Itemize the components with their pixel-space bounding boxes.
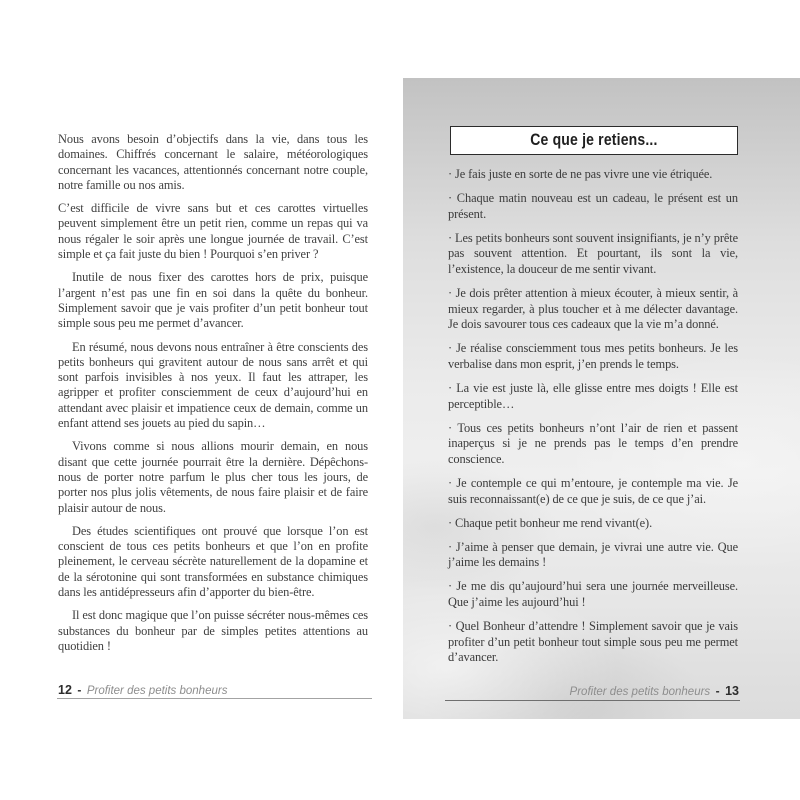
summary-panel: [403, 78, 800, 719]
bullet-list: [448, 167, 738, 674]
section-title-box: [450, 126, 738, 155]
bullet-item: · La vie est juste là, elle glisse entre mes doigts ! Elle est perceptible…: [448, 381, 738, 411]
bullet-item: · Je contemple ce qui m’entoure, je contemple ma vie. Je suis reconnaissant(e) de ce que je suis, de ce que j’ai.: [448, 476, 738, 506]
footer-separator: -: [77, 683, 82, 697]
bullet-item: · Chaque matin nouveau est un cadeau, le présent est un présent.: [448, 191, 738, 221]
section-title: Ce que je retiens...: [530, 131, 658, 149]
bullet-item: · Je me dis qu’aujourd’hui sera une journée merveilleuse. Que j’aime les aujourd’hui !: [448, 579, 738, 610]
paragraph: Inutile de nous fixer des carottes hors de prix, puisque l’argent n’est pas une fin en soi dans la quête du bonheur. Simplement savoir que je vais profiter d’un petit bonheur tout simple sous peu me permet d’avancer.: [58, 270, 368, 331]
bullet-item: · Quel Bonheur d’attendre ! Simplement savoir que je vais profiter d’un petit bonheur tout simple sous peu me permet d’avancer.: [448, 619, 738, 665]
bullet-item: · Les petits bonheurs sont souvent insignifiants, je n’y prête pas souvent attention. Et pourtant, ils sont la vie, l’existence, la douceur de me sentir vivant.: [448, 230, 738, 276]
page-number: 12: [58, 683, 72, 697]
bullet-item: · Je réalise consciemment tous mes petits bonheurs. Je les verbalise dans mon esprit, j’en prends le temps.: [448, 341, 738, 371]
paragraph: Nous avons besoin d’objectifs dans la vie, dans tous les domaines. Chiffrés concernant le salaire, météorologiques concernant les vacances, attentionnés concernant notre couple, notre famille ou nos amis.: [58, 132, 368, 192]
footer-rule: [445, 700, 740, 701]
left-page-footer: [58, 681, 374, 699]
paragraph: C’est difficile de vivre sans but et ces carottes virtuelles peuvent simplement être un petit rien, comme un repas qui va nous régaler le soir après une longue journée de travail. C’est simple et ça fait juste du bien ! Pourquoi s’en priver ?: [58, 201, 368, 262]
paragraph: Des études scientifiques ont prouvé que lorsque l’on est conscient de tous ces petits bonheurs et que l’on en profite pleinement, le cerveau sécrète naturellement de la dopamine et de la sérotonine qui sont transformées en substance chimiques dans les antidépresseurs afin d’apporter du bien-être.: [58, 523, 368, 600]
bullet-item: · Tous ces petits bonheurs n’ont l’air de rien et passent inaperçus si je ne prends pas le temps d’en prendre conscience.: [448, 420, 738, 466]
bullet-item: · Chaque petit bonheur me rend vivant(e).: [448, 515, 653, 530]
paragraph: En résumé, nous devons nous entraîner à être conscients des petits bonheurs qui gravitent autour de nous sans arrêt et qui sont parfois invisibles à nos yeux. Il faut les attraper, les agripper et profiter consciemment de ceux d’aujourd’hui en attendant avec plaisir et impatience ceux de demain, comme un enfant attend ses jouets au pied du sapin…: [58, 339, 368, 431]
footer-rule: [57, 698, 372, 699]
footer-separator: -: [715, 684, 720, 698]
left-text-column: [58, 132, 368, 662]
bullet-item: · Je fais juste en sorte de ne pas vivre une vie étriquée.: [448, 167, 713, 181]
bullet-item: · Je dois prêter attention à mieux écouter, à mieux sentir, à mieux regarder, à plus toucher et à me délecter davantage. Je dois savourer tous ces cadeaux que la vie m’a donné.: [448, 286, 738, 332]
right-page-footer: [403, 682, 800, 700]
running-title: Profiter des petits bonheurs: [86, 685, 228, 697]
paragraph: Il est donc magique que l’on puisse sécréter nous-mêmes ces substances du bonheur par de simples petites attentions au quotidien !: [58, 608, 368, 653]
page-number: 13: [725, 684, 739, 698]
running-title: Profiter des petits bonheurs: [569, 686, 711, 698]
bullet-item: · J’aime à penser que demain, je vivrai une autre vie. Que j’aime les demains !: [448, 539, 738, 570]
paragraph: Vivons comme si nous allions mourir demain, en nous disant que cette journée pourrait être la dernière. Dépêchons-nous de porter notre parfum le plus cher tous les jours, de porter nos plus jolis vêtements, de nous faire plaisir et de faire plaisir autour de nous.: [58, 439, 368, 515]
right-page: [400, 0, 800, 800]
